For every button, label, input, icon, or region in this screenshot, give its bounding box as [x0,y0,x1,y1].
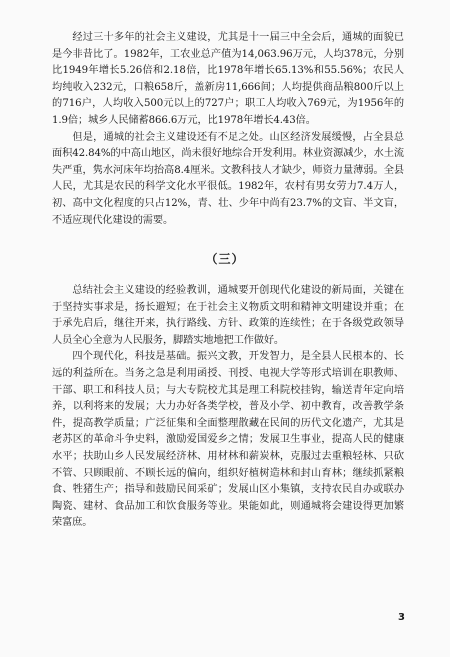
paragraph: 经过三十多年的社会主义建设，尤其是十一届三中全会后，通城的面貌已是今非昔比了。1982年，工农业总产值为14,063.96万元，人均378元，分别比1949年增长5.26倍和2.18倍，比1978年增长65.13%和55.56%；农民人均纯收入232元，口粮658斤，盖新房11,666间；人均提供商品粮800斤以上的716户，人均收入500元以上的727户；职工人均收入769元，为1956年的1.9倍；城乡人民储蓄866.6万元，比1978年增长4.43倍。 [52,32,404,126]
paragraph: 总结社会主义建设的经验教训，通城要开创现代化建设的新局面，关键在于坚持实事求是，扬长避短；在于社会主义物质文明和精神文明建设并重；在于承先启后，继往开来，执行路线、方针、政策的连续性；在于各级党政领导人员全心全意为人民服务，脚踏实地地把工作做好。 [52,285,404,346]
section-one-text [52,30,404,229]
section-three-text [52,283,404,532]
section-heading: （三） [205,252,245,266]
paragraph: 但是，通城的社会主义建设还有不足之处。山区经济发展缓慢，占全县总面积42.84%的中高山地区，尚未很好地综合开发利用。林业资源减少，水土流失严重，隽水河床年均抬高8.4厘米。文教科技人才缺少，师资力量薄弱。全县人民，尤其是农民的科学文化水平很低。1982年，农村有男女劳力7.4万人，初、高中文化程度的只占12%，青、壮、少年中尚有23.7%的文盲、半文盲，不适应现代化建设的需要。 [52,131,404,226]
page-number: 3 [398,612,405,623]
paragraph: 四个现代化，科技是基础。振兴文教，开发智力，是全县人民根本的、长远的利益所在。当务之急是利用函授、刊授、电视大学等形式培训在职教师、干部、职工和科技人员；与大专院校尤其是理工科院校挂钩，输送青年定向培养，以利将来的发展；大力办好各类学校，普及小学、初中教育，改善教学条件，提高教学质量；广泛征集和全面整理散藏在民间的历代文化遗产，尤其是老苏区的革命斗争史料，激励爱国爱乡之情；发展卫生事业，提高人民的健康水平；扶助山乡人民发展经济林、用材林和薪炭林，克服过去重粮轻林、只砍不管、只顾眼前、不顾长远的偏向，组织好植树造林和封山育林；继续抓紧粮食、牲猪生产；指导和鼓励民间采矿；发展山区小集镇，支持农民自办或联办陶瓷、建材、食品加工和饮食服务等业。果能如此，则通城将会建设得更加繁荣富庶。 [52,351,404,529]
